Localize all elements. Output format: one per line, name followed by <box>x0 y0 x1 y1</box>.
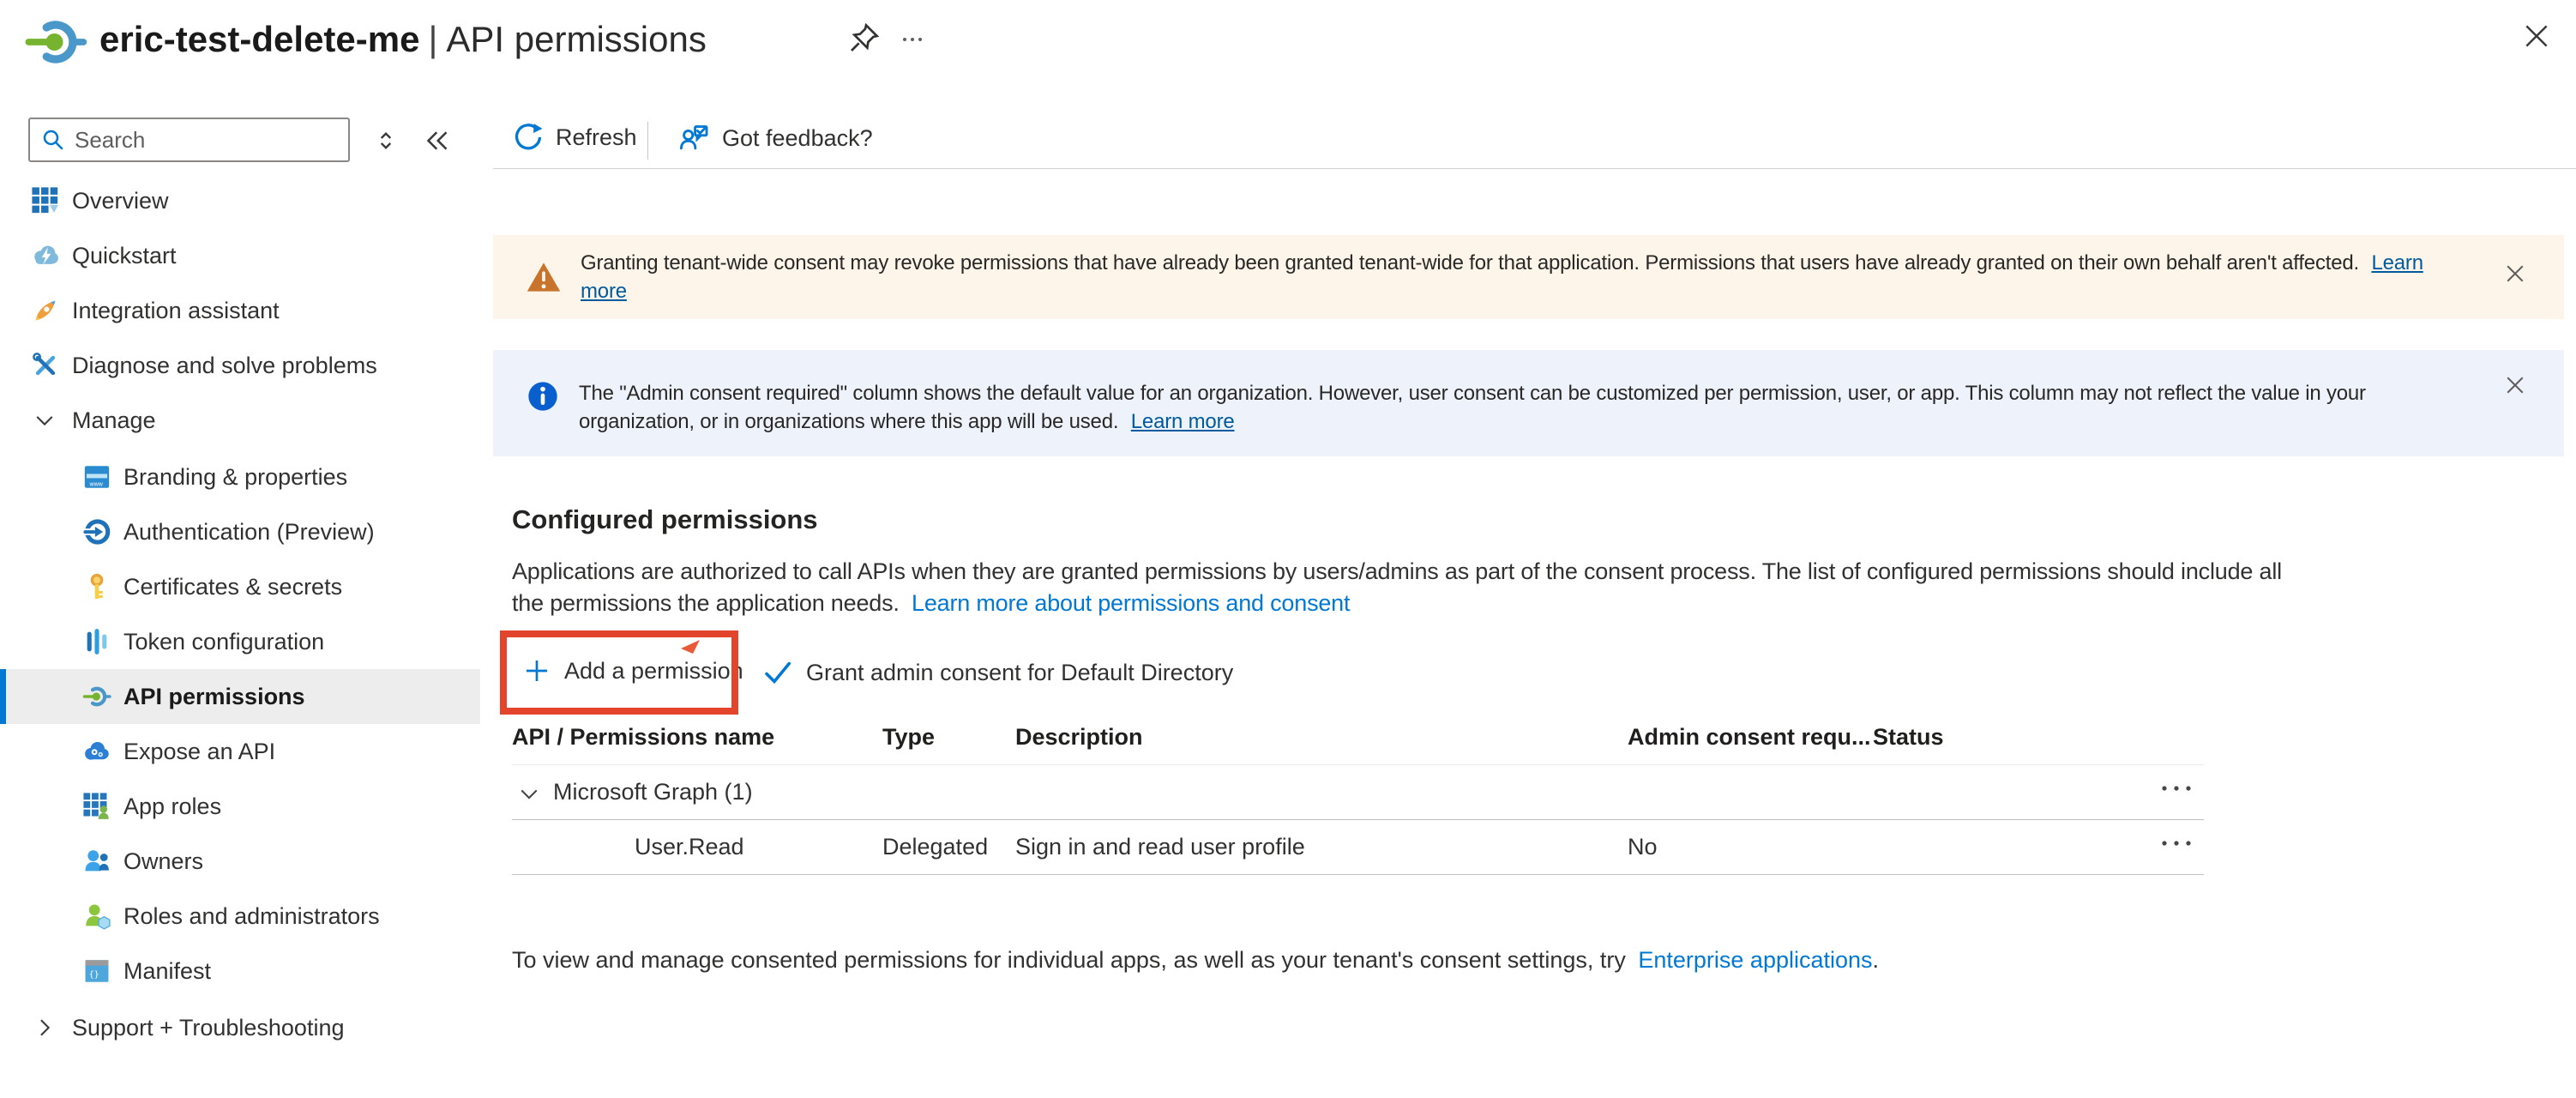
check-icon <box>761 657 792 688</box>
admin-consent-required-cell: No <box>1628 834 1658 860</box>
rocket-icon <box>31 296 60 325</box>
table-row <box>512 820 2204 875</box>
cloud-gears-icon <box>82 737 111 766</box>
add-permission-label: Add a permission <box>564 657 743 684</box>
info-banner <box>493 350 2564 456</box>
manifest-icon <box>82 956 111 986</box>
api-permissions-app-icon <box>24 10 87 74</box>
app-name: eric-test-delete-me <box>99 19 420 59</box>
permission-name-link[interactable]: User.Read <box>635 834 744 860</box>
pin-icon[interactable] <box>847 21 882 55</box>
info-close-icon[interactable] <box>2502 372 2528 398</box>
key-icon <box>82 572 111 601</box>
sidebar-item-roles-administrators[interactable]: Roles and administrators <box>0 889 480 944</box>
search-box[interactable] <box>28 118 350 162</box>
grant-admin-consent-label: Grant admin consent for Default Directory <box>806 659 1234 685</box>
feedback-icon <box>677 122 710 154</box>
refresh-button[interactable] <box>513 122 637 153</box>
page-header <box>0 0 2576 86</box>
warning-icon <box>526 259 562 295</box>
warning-close-icon[interactable] <box>2502 261 2528 287</box>
col-header-api-permissions-name: API / Permissions name <box>512 724 775 750</box>
group-name-link[interactable]: Microsoft Graph (1) <box>553 779 753 805</box>
info-icon <box>526 379 560 413</box>
roles-administrators-icon <box>82 902 111 931</box>
search-icon <box>40 127 66 153</box>
info-learn-more-link[interactable]: Learn more <box>1130 410 1235 433</box>
grant-admin-consent-button[interactable] <box>761 657 1233 688</box>
sidebar-item-app-roles[interactable]: App roles <box>0 779 480 834</box>
sidebar-item-owners[interactable]: Owners <box>0 834 480 889</box>
sidebar-item-manage[interactable]: Manage <box>0 393 480 448</box>
chevron-right-icon <box>33 1016 57 1040</box>
permissions-consent-link[interactable]: Learn more about permissions and consent <box>912 590 1351 616</box>
refresh-label: Refresh <box>556 124 637 150</box>
table-header-row <box>512 710 2204 765</box>
col-header-status: Status <box>1873 724 1944 750</box>
footer-note: To view and manage consented permissions for individual apps, as well as your tenant's consent settings, try Enterprise applications. <box>512 947 1880 973</box>
sidebar-expand-collapse-icon[interactable] <box>370 125 401 156</box>
group-row-actions-button[interactable] <box>2158 782 2194 794</box>
warning-banner <box>493 235 2564 319</box>
sidebar-item-api-permissions[interactable]: API permissions <box>0 669 480 724</box>
blade-title: API permissions <box>446 19 707 59</box>
owners-icon <box>82 847 111 876</box>
authentication-icon <box>82 517 111 546</box>
warning-learn-more-link[interactable]: Learn more <box>581 251 2423 303</box>
more-icon[interactable] <box>899 27 928 48</box>
configured-permissions-description: Applications are authorized to call APIs when they are granted permissions by users/admins as part of the consent process. The list of configured permissions should include all the permissions the application needs. Learn more about permissions and consent <box>512 558 2282 616</box>
annotation-arrow-mark <box>679 640 701 657</box>
feedback-label: Got feedback? <box>722 124 873 151</box>
col-header-description: Description <box>1015 724 1143 750</box>
app-roles-icon <box>82 792 111 821</box>
col-header-type: Type <box>882 724 936 750</box>
chevron-down-icon <box>33 408 57 432</box>
table-group-row <box>512 765 2204 820</box>
info-text: The "Admin consent required" column shows the default value for an organization. However, user consent can be customized per permission, user, or app. This column may not reflect the value in your organization, or in organizations where this app will be used. <box>579 382 2366 433</box>
sidebar-item-manifest[interactable]: {} Manifest <box>0 944 480 998</box>
toolbar-rule <box>493 168 2576 169</box>
feedback-button[interactable] <box>677 122 873 154</box>
configured-permissions-title: Configured permissions <box>512 504 818 534</box>
col-header-admin-consent: Admin consent requ... <box>1628 724 1871 750</box>
sidebar-item-certificates[interactable]: Certificates & secrets <box>0 559 480 614</box>
permission-type-cell: Delegated <box>882 834 989 860</box>
close-icon[interactable] <box>2519 19 2554 53</box>
group-chevron-down-icon[interactable] <box>517 782 541 806</box>
enterprise-applications-link[interactable]: Enterprise applications <box>1638 947 1873 973</box>
permissions-table <box>512 710 2204 875</box>
quickstart-icon <box>31 241 60 270</box>
toolbar-divider <box>647 122 648 160</box>
tools-icon <box>31 351 60 380</box>
token-configuration-icon <box>82 627 111 656</box>
sidebar <box>0 86 480 1098</box>
sidebar-item-integration-assistant[interactable]: Integration assistant <box>0 283 480 338</box>
add-permission-button[interactable] <box>523 657 743 685</box>
api-permissions-icon <box>82 682 111 711</box>
sidebar-collapse-icon[interactable] <box>422 125 453 156</box>
warning-text: Granting tenant-wide consent may revoke permissions that have already been granted tenant-wide for that application. Permissions that users have already granted on their own behalf aren't affected. <box>581 251 2359 274</box>
page-title: eric-test-delete-me | API permissions <box>99 19 707 59</box>
permission-description-cell: Sign in and read user profile <box>1015 834 1305 860</box>
svg-text:{}: {} <box>88 970 99 980</box>
sidebar-item-token-configuration[interactable]: Token configuration <box>0 614 480 669</box>
search-input[interactable] <box>75 127 338 154</box>
sidebar-item-authentication[interactable]: Authentication (Preview) <box>0 504 480 559</box>
row-actions-button[interactable] <box>2158 837 2194 849</box>
sidebar-item-expose-api[interactable]: Expose an API <box>0 724 480 779</box>
plus-icon <box>523 657 551 685</box>
sidebar-item-overview[interactable]: Overview <box>0 173 480 228</box>
svg-text:www: www <box>89 480 103 488</box>
sidebar-item-quickstart[interactable]: Quickstart <box>0 228 480 283</box>
overview-icon <box>31 186 60 215</box>
sidebar-item-support-troubleshooting[interactable]: Support + Troubleshooting <box>0 1000 480 1055</box>
sidebar-item-diagnose[interactable]: Diagnose and solve problems <box>0 338 480 393</box>
branding-icon <box>82 462 111 492</box>
sidebar-item-branding[interactable]: www Branding & properties <box>0 449 480 504</box>
refresh-icon <box>513 122 544 153</box>
